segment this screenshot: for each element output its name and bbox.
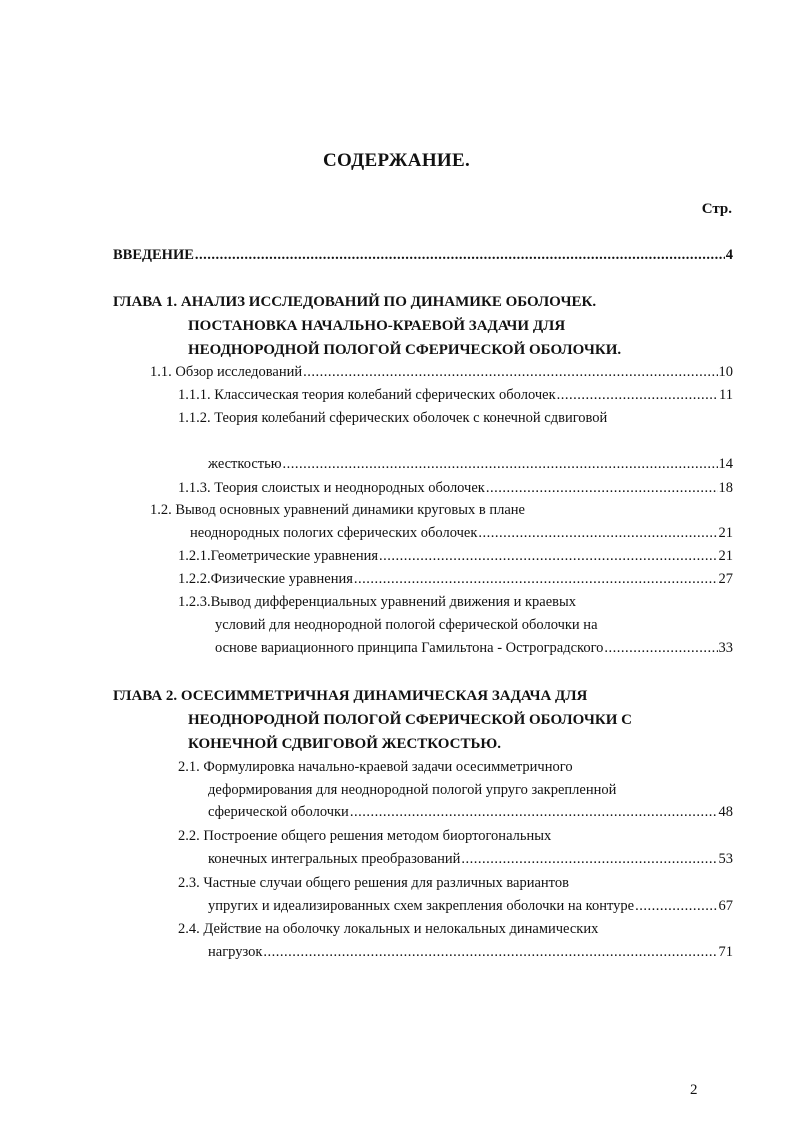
toc-leader [461,849,717,869]
page-title: СОДЕРЖАНИЕ. [322,150,471,171]
toc-entry-title: 1.2.1.Геометрические уравнения [178,548,379,564]
toc-entry-page: 53 [718,851,733,867]
toc-entry-title: неоднородных пологих сферических оболочек [190,525,478,541]
chapter1-heading-line2: ПОСТАНОВКА НАЧАЛЬНО-КРАЕВОЙ ЗАДАЧИ ДЛЯ [188,318,566,334]
toc-entry-title: 1.1.3. Теория слоистых и неоднородных оболочек [178,480,485,496]
toc-entry-title: основе вариационного принципа Гамильтона - Остроградского [215,640,604,656]
toc-entry-title: 1.1. Обзор исследований [150,364,303,380]
toc-entry-2-4-line1: 2.4. Действие на оболочку локальных и нелокальных динамических [178,921,599,937]
toc-entry-1-1-2-line1: 1.1.2. Теория колебаний сферических оболочек с конечной сдвиговой [178,410,608,426]
toc-entry-title: 1.1.1. Классическая теория колебаний сферических оболочек [178,387,556,403]
toc-entry-introduction [113,245,733,265]
toc-entry-title: ВВЕДЕНИЕ [113,247,194,263]
toc-leader [195,245,725,265]
toc-leader [604,638,717,658]
toc-entry-page: 14 [718,456,733,472]
toc-entry-page: 4 [725,247,733,263]
toc-entry-1-2-3-line2: условий для неоднородной пологой сферической оболочки на [215,617,598,633]
toc-entry-page: 18 [718,480,733,496]
toc-entry-2-1-line1: 2.1. Формулировка начально-краевой задачи осесимметричного [178,759,573,775]
toc-entry-page: 21 [718,525,733,541]
toc-entry-page: 21 [718,548,733,564]
toc-entry-2-4 [208,942,733,962]
toc-entry-2-1-line2: деформирования для неоднородной пологой упруго закрепленной [208,782,617,798]
chapter2-heading-line3: КОНЕЧНОЙ СДВИГОВОЙ ЖЕСТКОСТЬЮ. [188,736,502,752]
toc-entry-2-2 [208,849,733,869]
chapter2-heading-line1: ГЛАВА 2. ОСЕСИММЕТРИЧНАЯ ДИНАМИЧЕСКАЯ ЗАДАЧА ДЛЯ [113,688,588,704]
toc-leader [379,546,717,566]
toc-leader [557,385,718,405]
toc-entry-1-1-1 [178,385,733,405]
toc-entry-1-2-3-line1: 1.2.3.Вывод дифференциальных уравнений движения и краевых [178,594,576,610]
chapter1-heading-line1: ГЛАВА 1. АНАЛИЗ ИССЛЕДОВАНИЙ ПО ДИНАМИКЕ ОБОЛОЧЕК. [113,294,597,310]
toc-entry-1-1-2 [208,454,733,474]
toc-entry-page: 27 [718,571,733,587]
toc-entry-title: сферической оболочки [208,804,349,820]
toc-entry-1-2-line1: 1.2. Вывод основных уравнений динамики круговых в плане [150,502,525,518]
toc-entry-title: конечных интегральных преобразований [208,851,461,867]
toc-entry-1-1 [150,362,733,382]
toc-entry-page: 33 [718,640,733,656]
toc-leader [303,362,717,382]
toc-entry-2-1 [208,802,733,822]
page-number: 2 [690,1082,698,1098]
toc-leader [350,802,718,822]
toc-entry-2-3 [208,896,733,916]
toc-entry-1-2-2 [178,569,733,589]
toc-leader [478,523,717,543]
toc-entry-1-2 [190,523,733,543]
chapter2-heading-line2: НЕОДНОРОДНОЙ ПОЛОГОЙ СФЕРИЧЕСКОЙ ОБОЛОЧКИ С [188,712,632,728]
toc-entry-2-2-line1: 2.2. Построение общего решения методом биортогональных [178,828,552,844]
toc-entry-page: 48 [718,804,733,820]
page-column-label: Стр. [701,201,732,217]
toc-entry-1-2-1 [178,546,733,566]
chapter1-heading-line3: НЕОДНОРОДНОЙ ПОЛОГОЙ СФЕРИЧЕСКОЙ ОБОЛОЧКИ. [188,342,622,358]
toc-entry-page: 11 [719,387,733,403]
toc-entry-page: 71 [718,944,733,960]
toc-entry-page: 10 [718,364,733,380]
toc-leader [354,569,718,589]
toc-entry-1-1-3 [178,478,733,498]
toc-leader [283,454,718,474]
toc-entry-2-3-line1: 2.3. Частные случаи общего решения для различных вариантов [178,875,569,891]
toc-leader [635,896,717,916]
toc-entry-title: упругих и идеализированных схем закрепления оболочки на контуре [208,898,635,914]
toc-entry-page: 67 [718,898,733,914]
toc-entry-title: жесткостью [208,456,282,472]
toc-leader [263,942,717,962]
toc-entry-title: нагрузок [208,944,263,960]
toc-leader [486,478,718,498]
toc-entry-1-2-3 [215,638,733,658]
toc-entry-title: 1.2.2.Физические уравнения [178,571,353,587]
